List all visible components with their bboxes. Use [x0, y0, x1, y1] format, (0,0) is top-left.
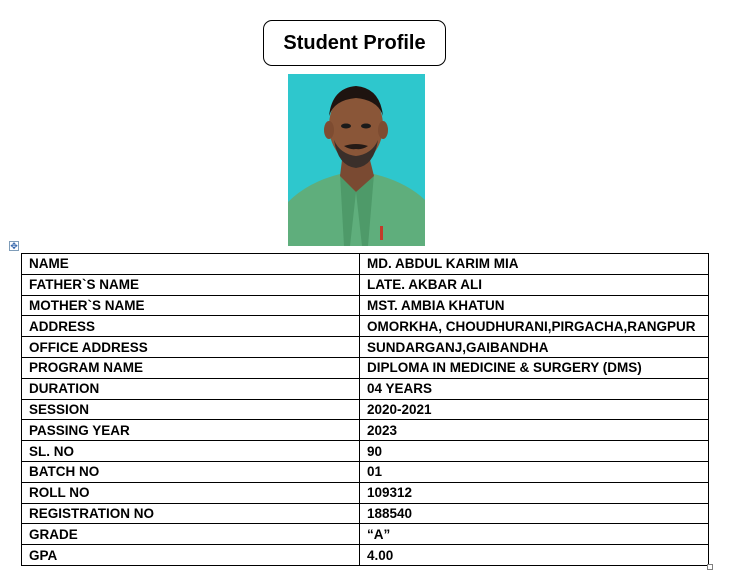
field-label: ADDRESS: [22, 316, 360, 337]
table-row: [22, 545, 709, 566]
table-row: [22, 524, 709, 545]
field-label: SL. NO: [22, 441, 360, 462]
table-row: [22, 295, 709, 316]
field-value: DIPLOMA IN MEDICINE & SURGERY (DMS): [360, 357, 709, 378]
table-row: [22, 461, 709, 482]
table-row: [22, 274, 709, 295]
field-value: MD. ABDUL KARIM MIA: [360, 254, 709, 275]
table-move-handle-icon[interactable]: ✥: [10, 241, 18, 251]
table-row: [22, 378, 709, 399]
table-row: [22, 357, 709, 378]
field-label: FATHER`S NAME: [22, 274, 360, 295]
field-value: 01: [360, 461, 709, 482]
field-label: MOTHER`S NAME: [22, 295, 360, 316]
table-resize-handle[interactable]: [707, 564, 713, 570]
field-value: “A”: [360, 524, 709, 545]
field-value: 90: [360, 441, 709, 462]
field-label: NAME: [22, 254, 360, 275]
field-label: DURATION: [22, 378, 360, 399]
table-row: [22, 441, 709, 462]
field-label: PROGRAM NAME: [22, 357, 360, 378]
field-value: OMORKHA, CHOUDHURANI,PIRGACHA,RANGPUR: [360, 316, 709, 337]
field-value: 2023: [360, 420, 709, 441]
field-label: ROLL NO: [22, 482, 360, 503]
profile-table: [21, 253, 709, 566]
field-value: LATE. AKBAR ALI: [360, 274, 709, 295]
page-title: Student Profile: [263, 20, 446, 66]
table-row: [22, 337, 709, 358]
field-label: REGISTRATION NO: [22, 503, 360, 524]
field-value: 4.00: [360, 545, 709, 566]
field-value: 109312: [360, 482, 709, 503]
table-row: [22, 399, 709, 420]
field-label: GPA: [22, 545, 360, 566]
field-value: 188540: [360, 503, 709, 524]
field-value: 2020-2021: [360, 399, 709, 420]
field-label: GRADE: [22, 524, 360, 545]
field-value: SUNDARGANJ,GAIBANDHA: [360, 337, 709, 358]
field-label: OFFICE ADDRESS: [22, 337, 360, 358]
field-label: BATCH NO: [22, 461, 360, 482]
field-value: 04 YEARS: [360, 378, 709, 399]
student-photo: [288, 74, 425, 246]
field-label: SESSION: [22, 399, 360, 420]
table-row: [22, 482, 709, 503]
table-row: [22, 316, 709, 337]
field-value: MST. AMBIA KHATUN: [360, 295, 709, 316]
table-row: [22, 420, 709, 441]
field-label: PASSING YEAR: [22, 420, 360, 441]
table-row: [22, 254, 709, 275]
table-row: [22, 503, 709, 524]
